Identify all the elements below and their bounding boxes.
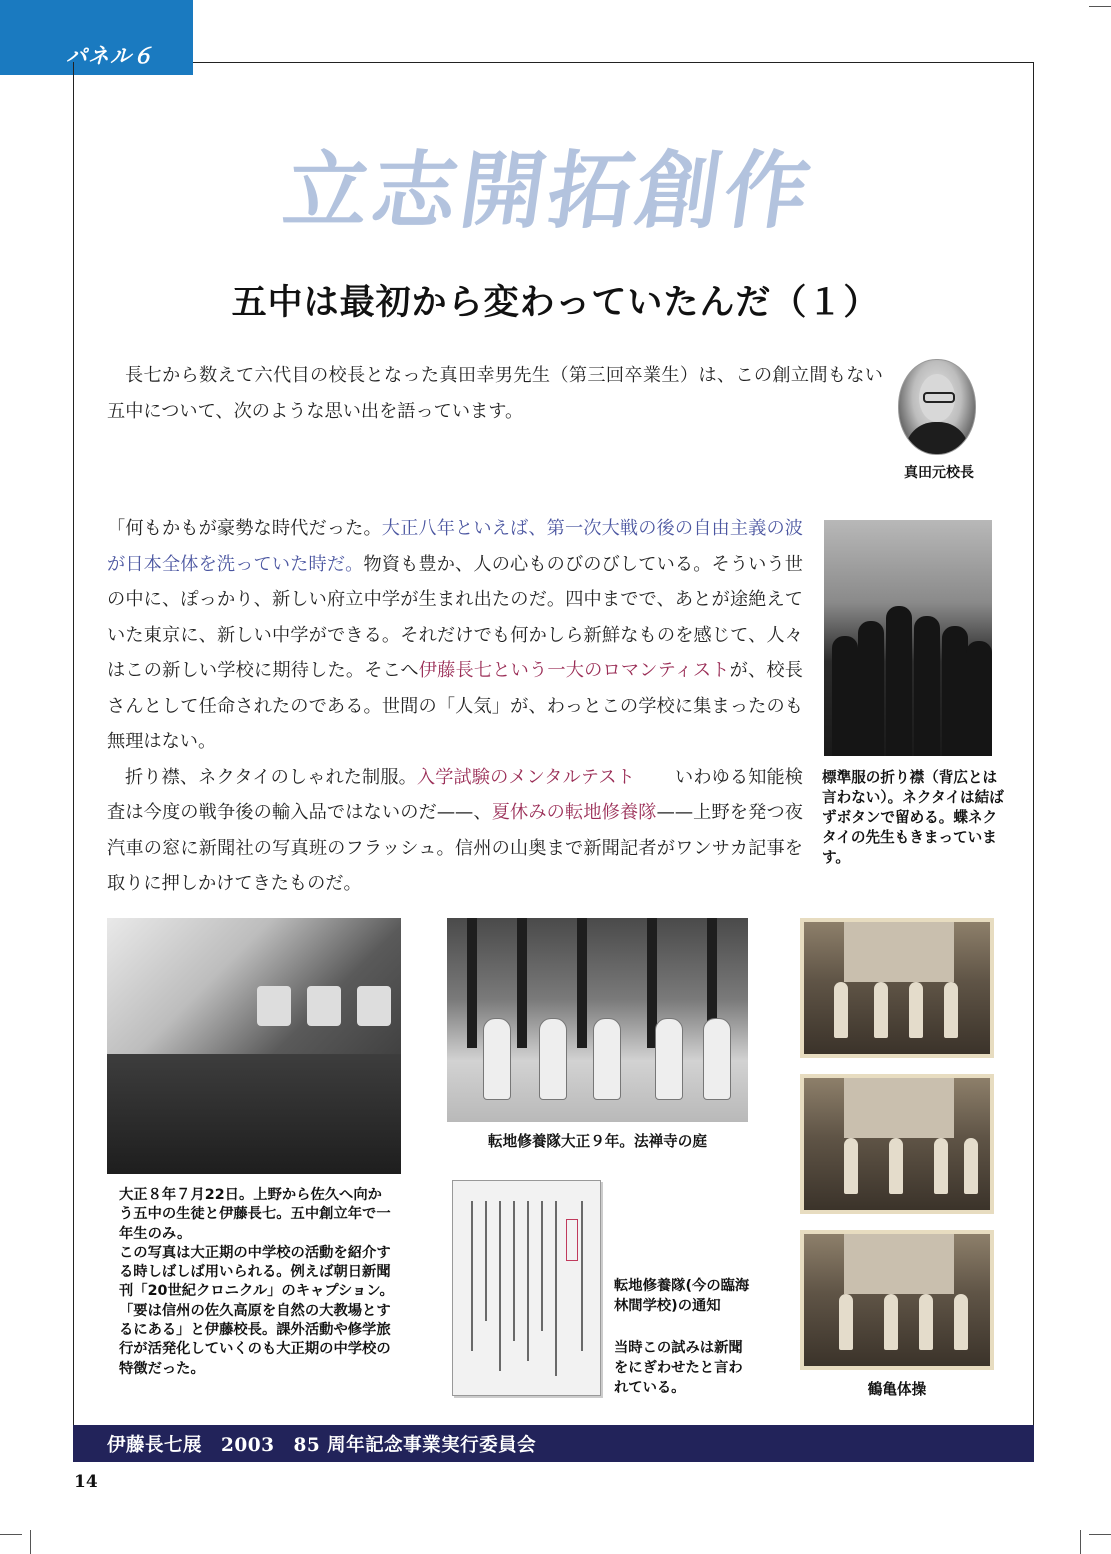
page-number: 14 (74, 1472, 98, 1492)
quote-text-span: いわゆる知能検査は今度の戦争後の輸入品ではないのだ——、 (107, 766, 803, 823)
temple-garden-photo (447, 918, 748, 1122)
footer-text: 伊藤長七展 2003 85 周年記念事業実行委員会 (107, 1435, 537, 1456)
crop-mark (1089, 6, 1111, 7)
calligraphy-char: 志 (366, 141, 465, 240)
quote-text-span: が、校長さんとして任命されたのである。世間の「人気」が、わっとこの学校に集まったのも無理はない。 (107, 660, 803, 752)
exercise-caption: 鶴亀体操 (867, 1381, 927, 1398)
quote-text-span: 物資も豊か、人の心ものびのびしている。そういう世の中に、ぽっかり、新しい府立中学が生まれ出たのだ。四中までで、あとが途絶えていた東京に、新しい中学ができる。それだけでも何かしら新鮮なものを感じて、人々はこの新しい学校に期待した。そこへ (107, 553, 803, 681)
crop-mark (1089, 1534, 1111, 1535)
calligraphy-char: 開 (454, 141, 553, 240)
notice-caption-note: 当時この試みは新聞をにぎわせたと言われている。 (614, 1340, 743, 1396)
train-caption: 大正８年７月22日。上野から佐久へ向かう五中の生徒と伊藤長七。五中創立年で一年生のみ。 この写真は大正期の中学校の活動を紹介する時しばしば用いられる。例えば朝日新聞刊「20世紀クロニクル」のキャプション。 「要は信州の佐久高原を自然の大教場とするにある」と伊藤校長。課外活動や修学旅行が活発化していくのも大正期の中学校の特徴だった。 (119, 1187, 394, 1377)
exercise-photo (800, 1074, 994, 1214)
exercise-photo (800, 918, 994, 1058)
train-photo (107, 918, 401, 1174)
quote-text-span: ——上野を発つ夜汽車の窓に新聞社の写真班のフラッシュ。信州の山奥まで新聞記者がワンサカ記事を取りに押しかけてきたものだ。 (107, 802, 803, 894)
intro-paragraph: 長七から数えて六代目の校長となった真田幸男先生（第三回卒業生）は、この創立間もない五中について、次のような思い出を語っています。 (107, 365, 883, 422)
calligraphy-char: 立 (278, 141, 377, 240)
notice-document-image (452, 1180, 601, 1396)
crop-mark (30, 1530, 31, 1554)
quote-text-span: 折り襟、ネクタイのしゃれた制服。 (125, 766, 417, 788)
footer-bar (73, 1425, 1034, 1462)
calligraphy-char: 拓 (542, 141, 641, 240)
portrait-photo (898, 359, 976, 455)
page-title: 五中は最初から変わっていたんだ（１） (231, 282, 880, 323)
calligraphy-banner (278, 136, 825, 251)
highlight-blue: 大正八年といえば、第一次大戦の後の自由主義の波が日本全体を洗っていた時だ。 (107, 518, 803, 575)
portrait-caption: 真田元校長 (904, 465, 974, 481)
exercise-photo (800, 1230, 994, 1370)
quote-paragraph-2 (107, 760, 803, 902)
highlight-red: 入学試験のメンタルテスト (416, 766, 635, 788)
notice-caption: 転地修養隊(今の臨海林間学校)の通知 (614, 1278, 750, 1314)
calligraphy-char: 作 (718, 141, 817, 240)
quote-paragraph-1 (107, 511, 803, 760)
quote-text (107, 511, 803, 902)
calligraphy-char: 創 (630, 141, 729, 240)
quote-text-span: 「何もかもが豪勢な時代だった。 (107, 518, 382, 539)
panel-label: パネル６ (66, 44, 154, 68)
temple-caption: 転地修養隊大正９年。法禅寺の庭 (488, 1133, 707, 1150)
uniform-caption: 標準服の折り襟（背広とは言わない）。ネクタイは結ばずボタンで留める。蝶ネクタイの先生もきまっています。 (822, 769, 1004, 866)
highlight-red: 伊藤長七という一大のロマンティスト (418, 660, 730, 681)
uniform-photo (824, 520, 992, 756)
highlight-red: 夏休みの転地修養隊 (491, 802, 657, 823)
crop-mark (0, 1534, 22, 1535)
crop-mark (1080, 1530, 1081, 1554)
